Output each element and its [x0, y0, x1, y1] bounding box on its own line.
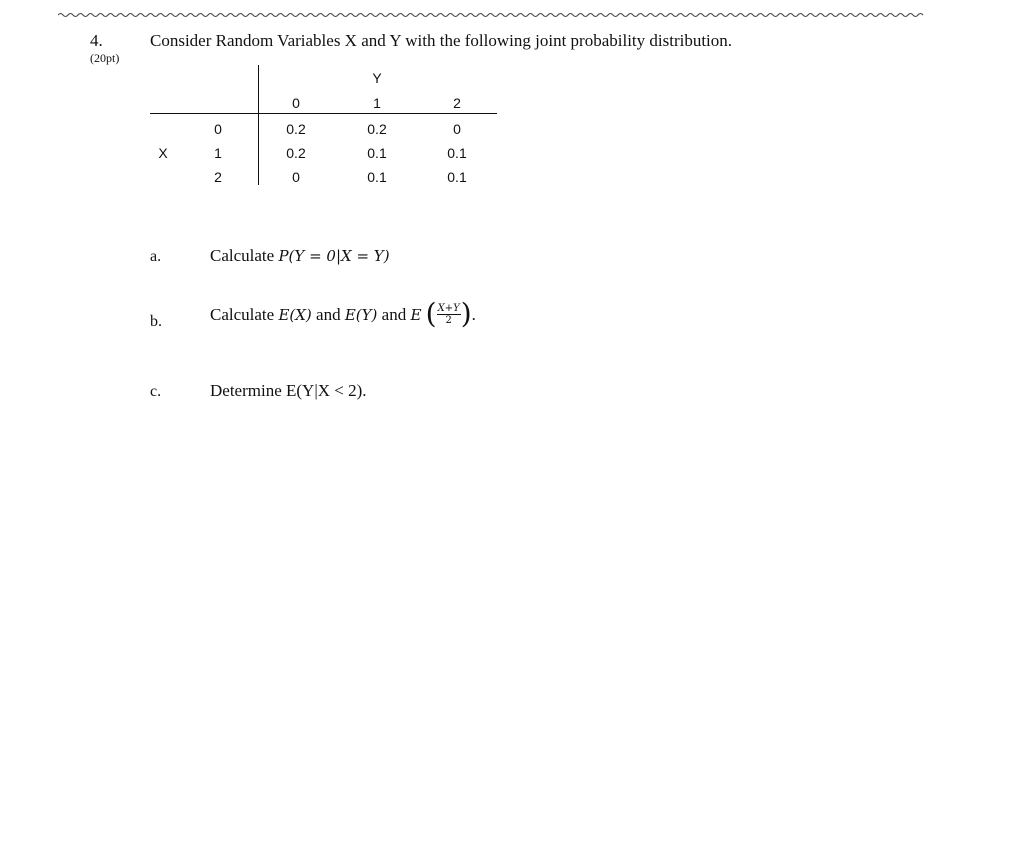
part-b-text: [210, 297, 476, 330]
fraction: [437, 303, 461, 326]
table-cell: 0.2: [367, 121, 387, 137]
part-b-ey: E(Y): [344, 305, 378, 324]
part-b-ex: E(X): [278, 305, 312, 324]
part-a-text: [210, 246, 390, 266]
question-prompt: Consider Random Variables X and Y with the following joint probability distribution.: [150, 31, 733, 50]
table-cell: 0.2: [286, 145, 306, 161]
table-cell: 0.1: [367, 145, 387, 161]
y-axis-label: Y: [372, 70, 382, 86]
part-a-expression: P(Y = 0|X = Y): [278, 247, 390, 265]
part-b-and-2: and: [377, 304, 411, 324]
part-b-label: b.: [150, 313, 162, 330]
fraction-numerator: X+Y: [437, 302, 460, 314]
y-value-header: 2: [453, 95, 461, 111]
question-number: 4.: [90, 31, 103, 50]
y-value-header: 0: [292, 95, 300, 111]
x-axis-label: X: [158, 145, 168, 161]
table-cell: 0: [292, 169, 300, 185]
table-vertical-rule: [258, 65, 259, 185]
part-c-label: c.: [150, 383, 162, 400]
x-value-header: 0: [214, 121, 222, 137]
table-cell: 0.1: [447, 145, 467, 161]
part-a-prefix: Calculate: [210, 246, 279, 265]
y-value-header: 1: [373, 95, 381, 111]
fraction-denominator: 2: [445, 314, 452, 326]
part-b-e: E: [410, 305, 422, 324]
part-b-fraction-expression: [425, 297, 472, 330]
x-value-header: 2: [214, 169, 222, 185]
part-a-label: a.: [150, 248, 162, 265]
part-b-period: .: [471, 304, 476, 324]
table-cell: 0.1: [447, 169, 467, 185]
question-points: (20pt): [90, 51, 120, 65]
open-paren: (: [425, 297, 437, 330]
table-horizontal-rule: [150, 113, 497, 114]
table-cell: 0: [453, 121, 461, 137]
top-wavy-rule: [58, 11, 924, 19]
x-value-header: 1: [214, 145, 222, 161]
table-cell: 0.2: [286, 121, 306, 137]
part-c-text: Determine E(Y|X < 2).: [210, 381, 367, 400]
table-cell: 0.1: [367, 169, 387, 185]
part-b-prefix: Calculate: [210, 304, 279, 324]
part-b-and-1: and: [311, 304, 345, 324]
close-paren: ): [460, 297, 472, 330]
